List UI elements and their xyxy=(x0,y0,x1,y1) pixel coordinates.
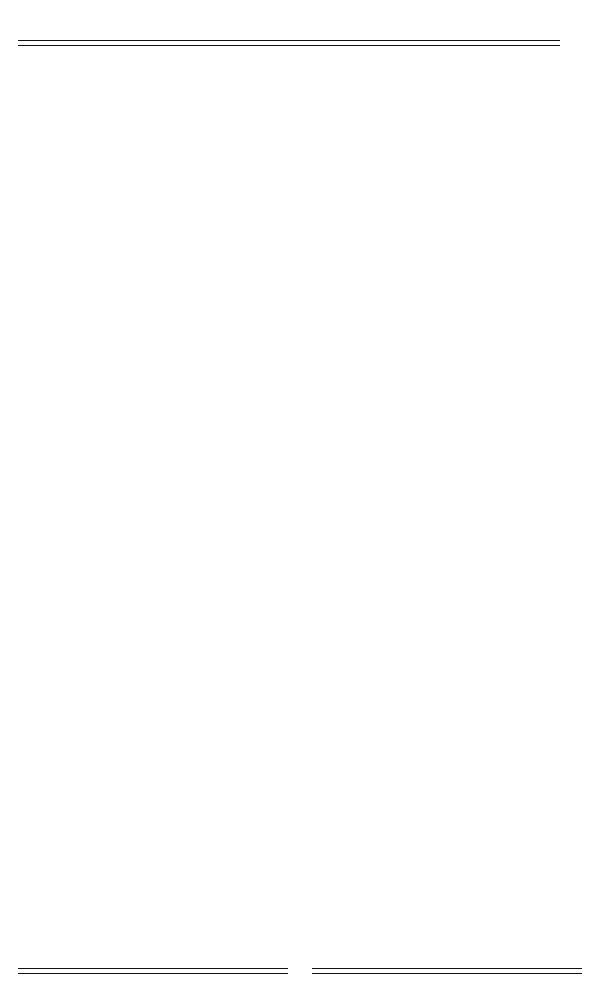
footer-rule-line-top xyxy=(18,968,288,969)
footer-rule-left xyxy=(18,968,288,974)
footer-rule-right xyxy=(312,968,582,974)
footer-rule-line-bottom xyxy=(18,973,288,974)
footer-rule-right-line-top xyxy=(312,968,582,969)
body-paragraph xyxy=(18,76,582,931)
running-header xyxy=(18,28,578,58)
header-rule-line-bottom xyxy=(18,45,560,46)
page-footer xyxy=(18,958,582,984)
footer-rule-right-line-bottom xyxy=(312,973,582,974)
header-rule-line-top xyxy=(18,40,560,41)
header-rule-left xyxy=(18,40,560,46)
